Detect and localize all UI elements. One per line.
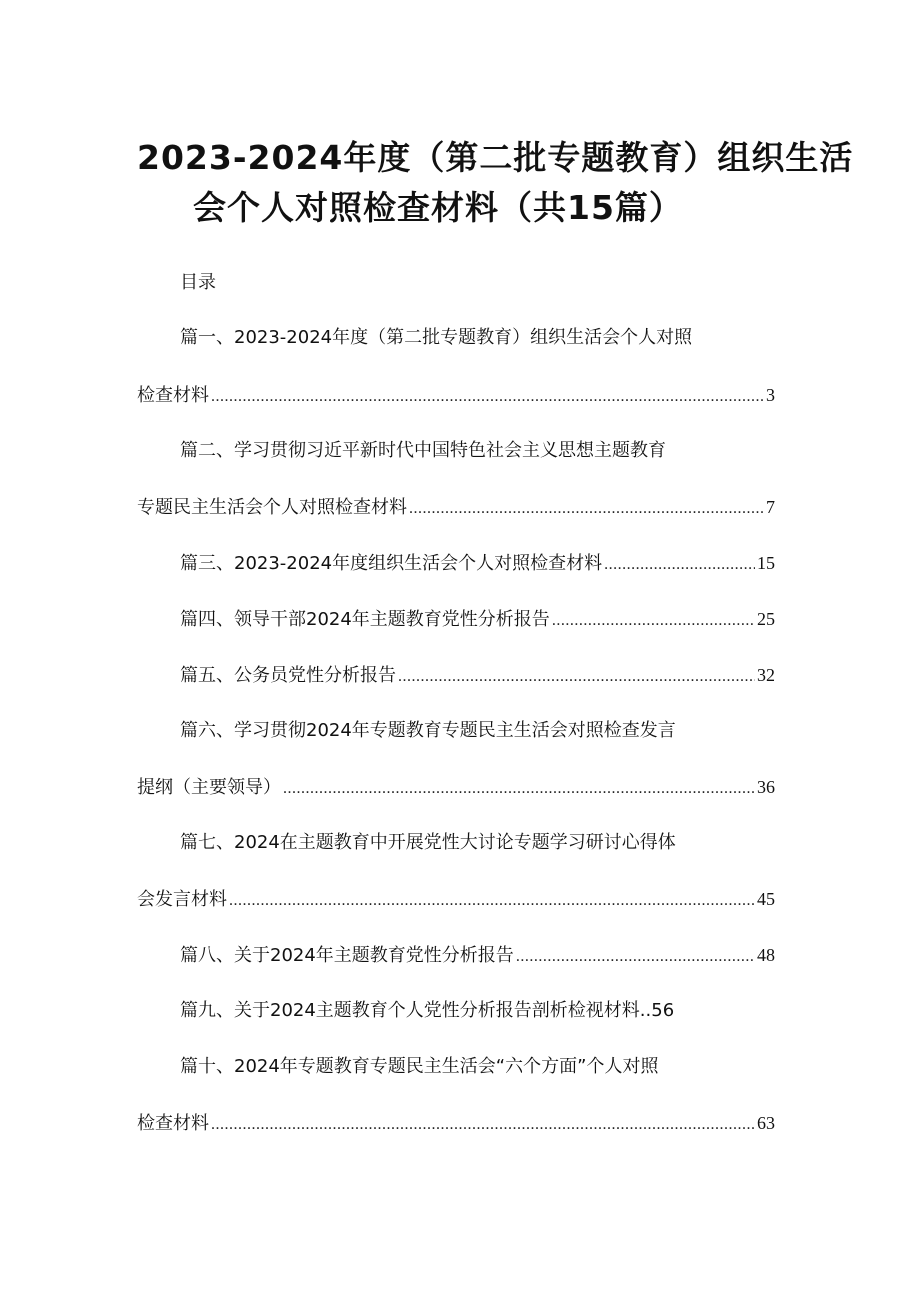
toc-entry-2-continuation[interactable]: 专题民主生活会个人对照检查材料 ..... 7 [137, 496, 775, 518]
leader-dots [211, 1114, 755, 1136]
leader-dots [283, 778, 755, 800]
document-title-line-2: 会个人对照检查材料（共15篇） [193, 188, 683, 227]
leader-dots [552, 610, 755, 632]
toc-entry-8[interactable]: 篇八、关于2024年主题教育党性分析报告 ..... 48 [180, 944, 775, 966]
leader-dots [211, 386, 764, 408]
leader-dots [604, 554, 755, 576]
leader-dots [229, 890, 755, 912]
toc-page-number: 25 [757, 609, 775, 629]
toc-entry-10-title[interactable]: 篇十、2024年专题教育专题民主生活会“六个方面”个人对照 [180, 1056, 659, 1077]
toc-entry-10-continuation[interactable]: 检查材料 ..... 63 [137, 1112, 775, 1134]
leader-dots [516, 946, 755, 968]
toc-entry-1-continuation[interactable]: 检查材料 ..... 3 [137, 384, 775, 406]
document-title-line-1: 2023-2024年度（第二批专题教育）组织生活 [137, 138, 854, 177]
toc-page-number: 32 [757, 665, 775, 685]
toc-page-number: 7 [766, 497, 775, 517]
toc-entry-9[interactable]: 篇九、关于2024主题教育个人党性分析报告剖析检视材料..56 [180, 1000, 675, 1021]
toc-page-number: 48 [757, 945, 775, 965]
leader-dots [409, 498, 764, 520]
toc-entry-6-continuation[interactable]: 提纲（主要领导） ..... 36 [137, 776, 775, 798]
toc-entry-7-title[interactable]: 篇七、2024在主题教育中开展党性大讨论专题学习研讨心得体 [180, 832, 676, 853]
toc-page-number: 3 [766, 385, 775, 405]
toc-entry-2-title[interactable]: 篇二、学习贯彻习近平新时代中国特色社会主义思想主题教育 [180, 440, 666, 461]
toc-entry-3[interactable]: 篇三、2023-2024年度组织生活会个人对照检查材料 ..... 15 [180, 552, 775, 574]
toc-page-number: 15 [757, 553, 775, 573]
toc-entry-7-continuation[interactable]: 会发言材料 ..... 45 [137, 888, 775, 910]
toc-page-number: 36 [757, 777, 775, 797]
toc-page-number: 63 [757, 1113, 775, 1133]
toc-entry-4[interactable]: 篇四、领导干部2024年主题教育党性分析报告 ..... 25 [180, 608, 775, 630]
toc-heading: 目录 [180, 272, 216, 293]
leader-dots [398, 666, 755, 688]
toc-entry-6-title[interactable]: 篇六、学习贯彻2024年专题教育专题民主生活会对照检查发言 [180, 720, 676, 741]
toc-page-number: 45 [757, 889, 775, 909]
toc-entry-1-title[interactable]: 篇一、2023-2024年度（第二批专题教育）组织生活会个人对照 [180, 327, 693, 348]
toc-entry-5[interactable]: 篇五、公务员党性分析报告 ..... 32 [180, 664, 775, 686]
